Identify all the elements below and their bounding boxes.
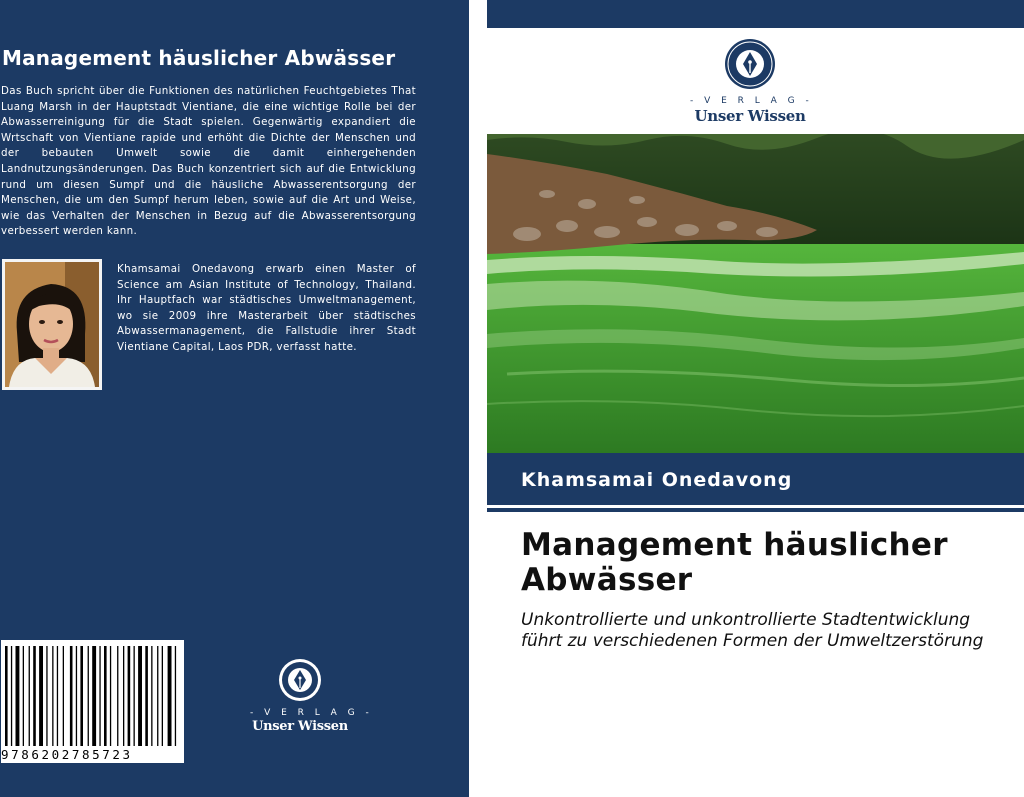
publisher-logo-front [690,38,813,125]
isbn-number: 9786202785723 [1,747,133,762]
front-author-name: Khamsamai Onedavong [521,469,793,491]
author-bio: Khamsamai Onedavong erwarb einen Master of Science am Asian Institute of Technology, Thailand. Ihr Hauptfach war städtisches Umweltmanagement, wo sie 2009 ihre Masterarbeit über städtisches Abwassermanagement, die Fallstudie ihrer Stadt Vientiane Capital, Laos PDR, verfasst hatte. [117,263,416,353]
verlag-label: - V E R L A G - [250,708,373,718]
author-band [487,453,1024,505]
back-cover [0,0,469,797]
verlag-label: - V E R L A G - [690,96,813,106]
publisher-name: Unser Wissen [694,107,806,125]
author-photo [2,259,102,390]
publisher-name: Unser Wissen [252,719,348,734]
pen-nib-seal-icon [278,658,322,702]
river-photo [487,134,1024,453]
pen-nib-seal-icon [724,38,776,90]
barcode-bars [1,640,184,748]
isbn-barcode [1,640,184,763]
front-cover-subtitle: Unkontrollierte und unkontrollierte Stadtentwicklung führt zu verschiedenen Formen der Umweltzerstörung [521,610,984,651]
front-top-bar [487,0,1024,28]
cover-photo [487,134,1024,453]
back-cover-blurb: Das Buch spricht über die Funktionen des natürlichen Feuchtgebietes That Luang Marsh in der Hauptstadt Vientiane, die eine wichtige Rolle bei der Abwasserreinigung für die Stadt spielen. Gegenwärtig expandiert die Wrtschaft von Vientiane rapide und erhöht die Dichte der Menschen und der bebauten Umwelt sowie die damit einhergehenden Landnutzungsänderungen. Das Buch konzentriert sich auf die Entwicklung rund um diesen Sumpf und die häusliche Abwasserentsorgung der Menschen, die um den Sumpf herum leben, sowie auf die Art und Weise, wie das Verhalten der Menschen in Bezug auf die Abwasserentsorgung verbessert werden kann. [1,85,416,238]
front-cover-title: Management häuslicher Abwässer [521,527,948,598]
divider-rule [487,508,1024,512]
publisher-logo-back [250,658,373,735]
author-portrait [5,262,99,387]
back-cover-title: Management häuslicher Abwässer [2,46,396,70]
